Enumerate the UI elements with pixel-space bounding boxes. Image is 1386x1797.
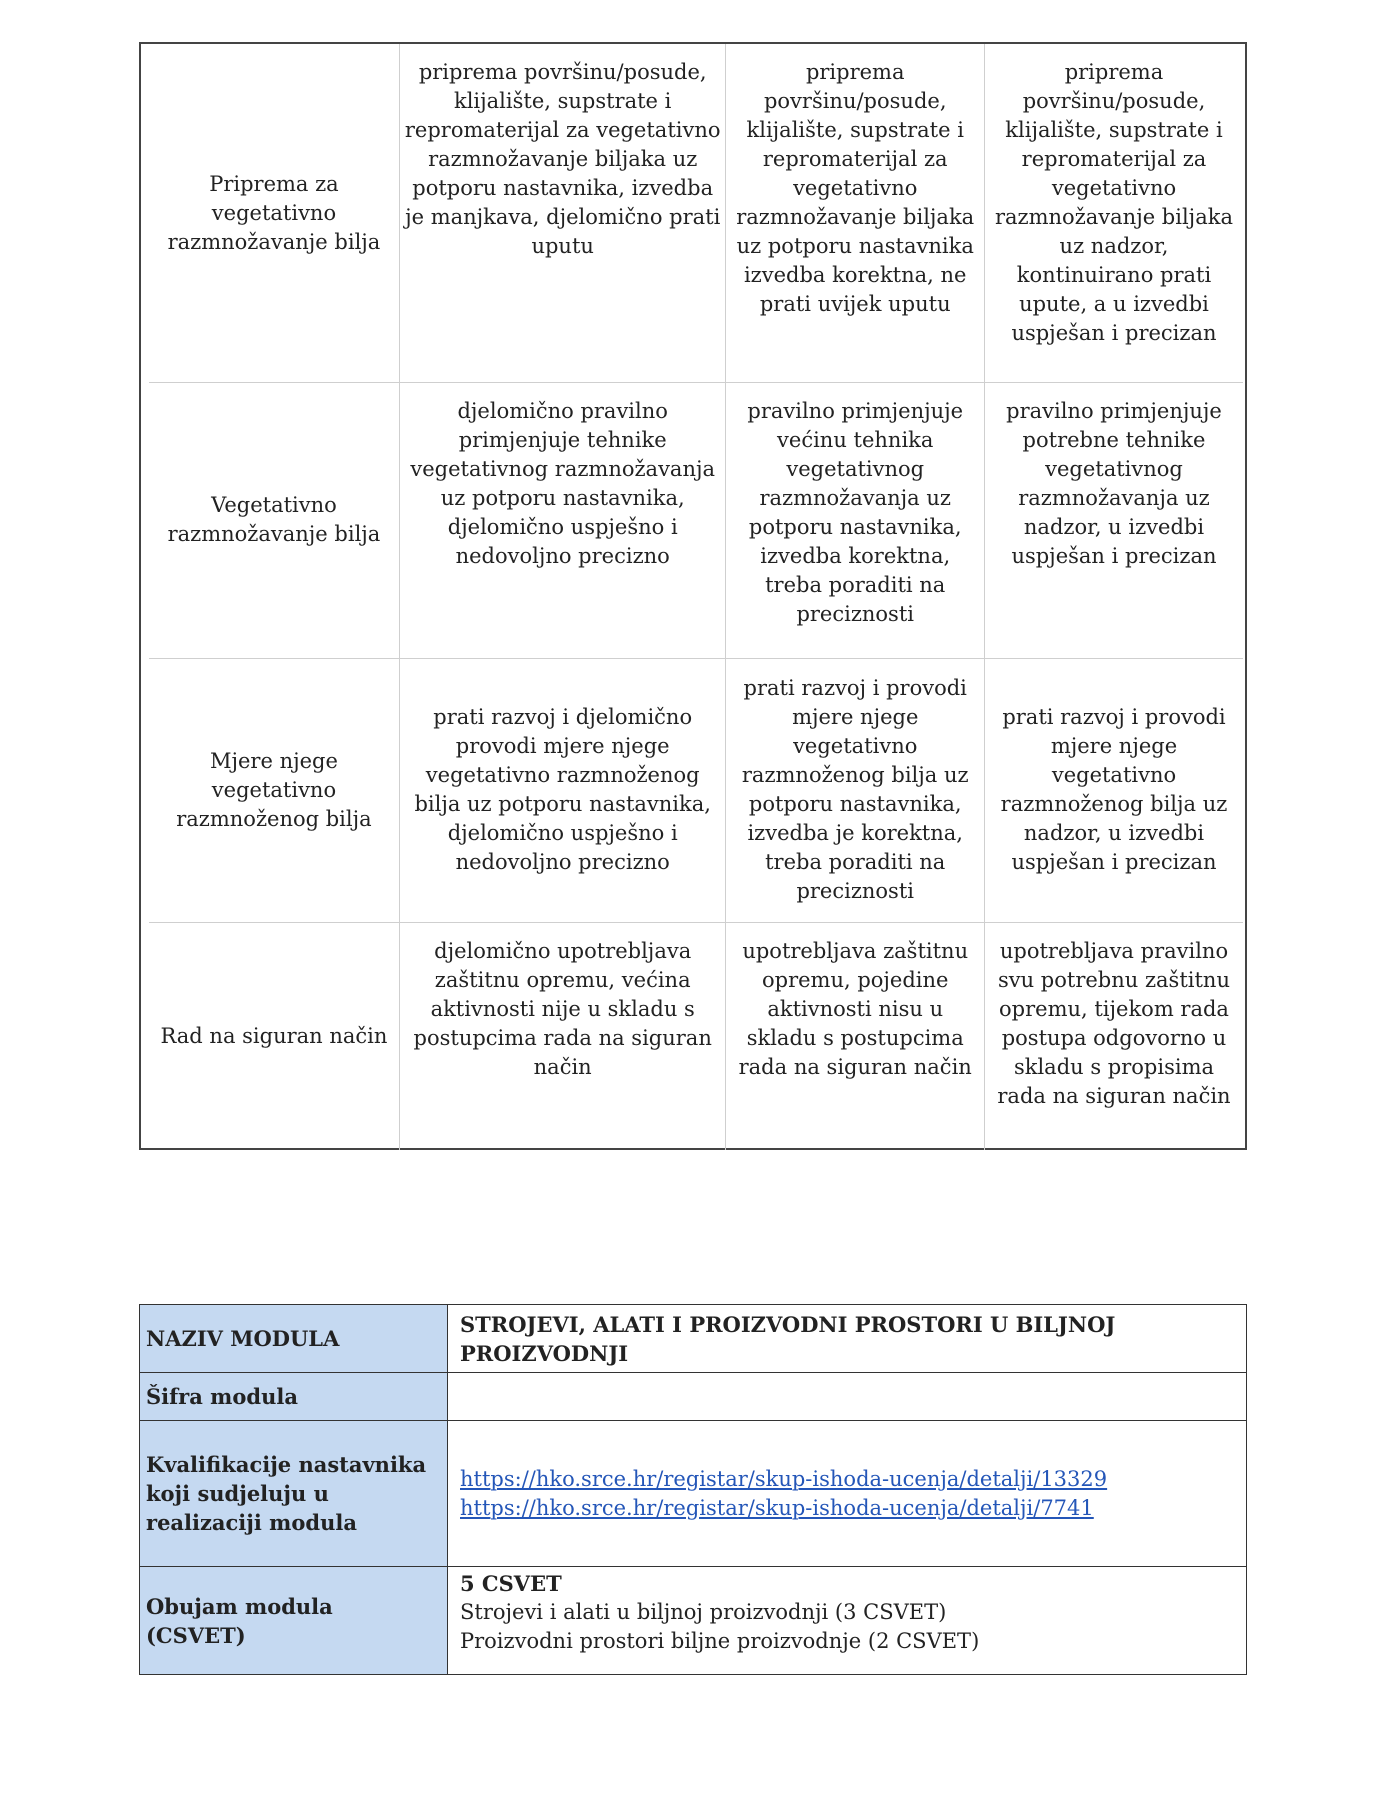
rubric-row — [149, 923, 1243, 1150]
qualification-link-2[interactable]: https://hko.srce.hr/registar/skup-ishoda-ucenja/detalji/7741 — [460, 1495, 1094, 1520]
module-name-label: NAZIV MODULA — [140, 1305, 448, 1373]
rubric-criterion: Mjere njege vegetativno razmnoženog bilja — [149, 658, 399, 923]
module-code-row — [140, 1373, 1247, 1421]
module-scope-item: Strojevi i alati u biljnoj proizvodnji (3 CSVET) — [460, 1600, 947, 1624]
teacher-qualifications-row — [140, 1421, 1247, 1567]
module-code-label: Šifra modula — [140, 1373, 448, 1421]
rubric-level-2: priprema površinu/posude, klijalište, supstrate i repromaterijal za vegetativno razmnožavanje biljaka uz potporu nastavnika izvedba korektna, ne prati uvijek uputu — [726, 44, 984, 383]
rubric-level-3: priprema površinu/posude, klijalište, supstrate i repromaterijal za vegetativno razmnožavanje biljaka uz nadzor, kontinuirano prati upute, a u izvedbi uspješan i precizan — [984, 44, 1243, 383]
rubric-criterion: Vegetativno razmnožavanje bilja — [149, 383, 399, 659]
rubric-row — [149, 658, 1243, 923]
rubric-row — [149, 383, 1243, 659]
teacher-qualifications-links — [448, 1421, 1247, 1567]
teacher-qualifications-label: Kvalifikacije nastavnika koji sudjeluju u realizaciji modula — [140, 1421, 448, 1567]
rubric-level-2: prati razvoj i provodi mjere njege vegetativno razmnoženog bilja uz potporu nastavnika, izvedba je korektna, treba poraditi na preciznosti — [726, 658, 984, 923]
rubric-criterion: Priprema za vegetativno razmnožavanje bilja — [149, 44, 399, 383]
module-scope-total: 5 CSVET — [460, 1571, 562, 1596]
qualification-link-1[interactable]: https://hko.srce.hr/registar/skup-ishoda-ucenja/detalji/13329 — [460, 1466, 1108, 1491]
module-scope-item: Proizvodni prostori biljne proizvodnje (2 CSVET) — [460, 1629, 980, 1653]
rubric-level-1: djelomično upotrebljava zaštitnu opremu, većina aktivnosti nije u skladu s postupcima rada na siguran način — [399, 923, 726, 1150]
module-code-value — [448, 1373, 1247, 1421]
rubric-level-3: prati razvoj i provodi mjere njege vegetativno razmnoženog bilja uz nadzor, u izvedbi uspješan i precizan — [984, 658, 1243, 923]
module-scope-row — [140, 1567, 1247, 1675]
rubric-criterion: Rad na siguran način — [149, 923, 399, 1150]
module-name-row — [140, 1305, 1247, 1373]
module-scope-label: Obujam modula (CSVET) — [140, 1567, 448, 1675]
rubric-level-3: upotrebljava pravilno svu potrebnu zaštitnu opremu, tijekom rada postupa odgovorno u skladu s propisima rada na siguran način — [984, 923, 1243, 1150]
rubric-level-2: pravilno primjenjuje većinu tehnika vegetativnog razmnožavanja uz potporu nastavnika, izvedba korektna, treba poraditi na preciznosti — [726, 383, 984, 659]
module-info-table — [139, 1304, 1247, 1675]
rubric-level-2: upotrebljava zaštitnu opremu, pojedine aktivnosti nisu u skladu s postupcima rada na siguran način — [726, 923, 984, 1150]
rubric-level-1: prati razvoj i djelomično provodi mjere njege vegetativno razmnoženog bilja uz potporu nastavnika, djelomično uspješno i nedovoljno precizno — [399, 658, 726, 923]
rubric-row — [149, 44, 1243, 383]
module-scope-value — [448, 1567, 1247, 1675]
assessment-rubric-frame — [139, 42, 1247, 1150]
module-name-value: STROJEVI, ALATI I PROIZVODNI PROSTORI U BILJNOJ PROIZVODNJI — [448, 1305, 1247, 1373]
assessment-rubric-table — [149, 44, 1243, 1150]
rubric-level-1: priprema površinu/posude, klijalište, supstrate i repromaterijal za vegetativno razmnožavanje biljaka uz potporu nastavnika, izvedba je manjkava, djelomično prati uputu — [399, 44, 726, 383]
rubric-level-3: pravilno primjenjuje potrebne tehnike vegetativnog razmnožavanja uz nadzor, u izvedbi uspješan i precizan — [984, 383, 1243, 659]
rubric-level-1: djelomično pravilno primjenjuje tehnike vegetativnog razmnožavanja uz potporu nastavnika, djelomično uspješno i nedovoljno precizno — [399, 383, 726, 659]
